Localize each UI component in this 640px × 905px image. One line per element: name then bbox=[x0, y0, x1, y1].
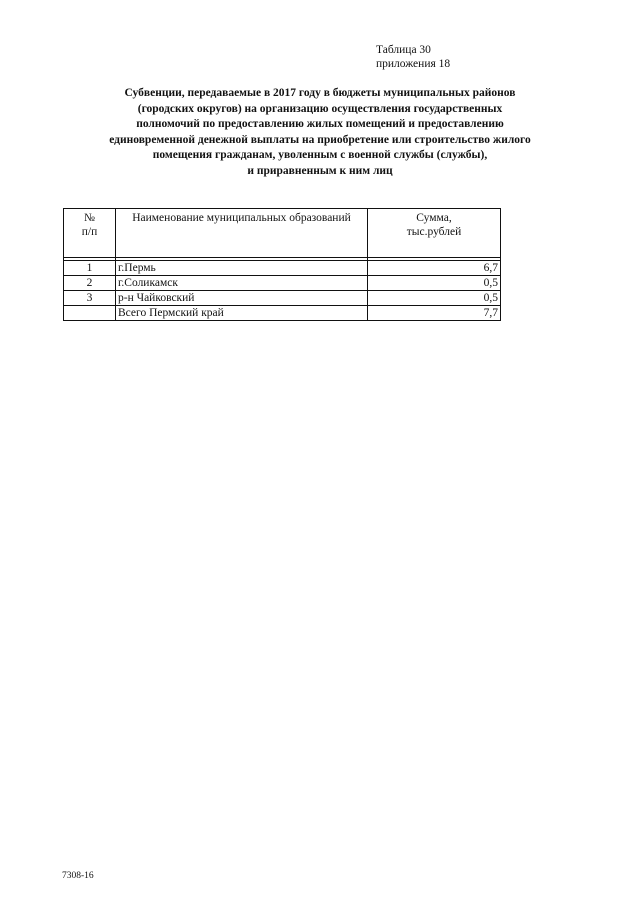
row-sum: 6,7 bbox=[368, 261, 501, 276]
header-sum-unit: тыс.рублей bbox=[406, 226, 462, 238]
table-reference bbox=[376, 43, 450, 71]
title-line: единовременной денежной выплаты на приобретение или строительство жилого bbox=[109, 133, 531, 146]
table-header-row bbox=[64, 209, 501, 258]
row-name: р-н Чайковский bbox=[116, 291, 368, 306]
row-number: 3 bbox=[64, 291, 116, 306]
table-number: Таблица 30 bbox=[376, 44, 431, 56]
header-number bbox=[64, 209, 116, 258]
header-sum-label: Сумма, bbox=[416, 212, 452, 224]
row-name: г.Пермь bbox=[116, 261, 368, 276]
total-name: Всего Пермский край bbox=[116, 306, 368, 321]
table-row bbox=[64, 291, 501, 306]
row-sum: 0,5 bbox=[368, 276, 501, 291]
row-name: г.Соликамск bbox=[116, 276, 368, 291]
title-line: полномочий по предоставлению жилых помещений и предоставлению bbox=[136, 118, 504, 131]
row-number: 2 bbox=[64, 276, 116, 291]
header-sum bbox=[368, 209, 501, 258]
row-sum: 0,5 bbox=[368, 291, 501, 306]
document-code: 7308-16 bbox=[62, 871, 94, 881]
header-name: Наименование муниципальных образований bbox=[116, 209, 368, 258]
total-sum: 7,7 bbox=[368, 306, 501, 321]
header-number-symbol: № bbox=[84, 212, 95, 224]
table-row bbox=[64, 261, 501, 276]
subventions-table bbox=[63, 208, 501, 321]
row-number: 1 bbox=[64, 261, 116, 276]
header-number-label: п/п bbox=[81, 226, 98, 238]
title-line: и приравненным к ним лиц bbox=[247, 164, 393, 177]
total-number-cell bbox=[64, 306, 116, 321]
appendix-number: приложения 18 bbox=[376, 58, 451, 70]
table-row bbox=[64, 276, 501, 291]
title-line: помещения гражданам, уволенным с военной службы (службы), bbox=[152, 149, 488, 162]
title-line: (городских округов) на организацию осуществления государственных bbox=[137, 102, 503, 115]
table-total-row bbox=[64, 306, 501, 321]
document-title bbox=[60, 86, 580, 180]
title-line: Субвенции, передаваемые в 2017 году в бюджеты муниципальных районов bbox=[124, 87, 516, 99]
